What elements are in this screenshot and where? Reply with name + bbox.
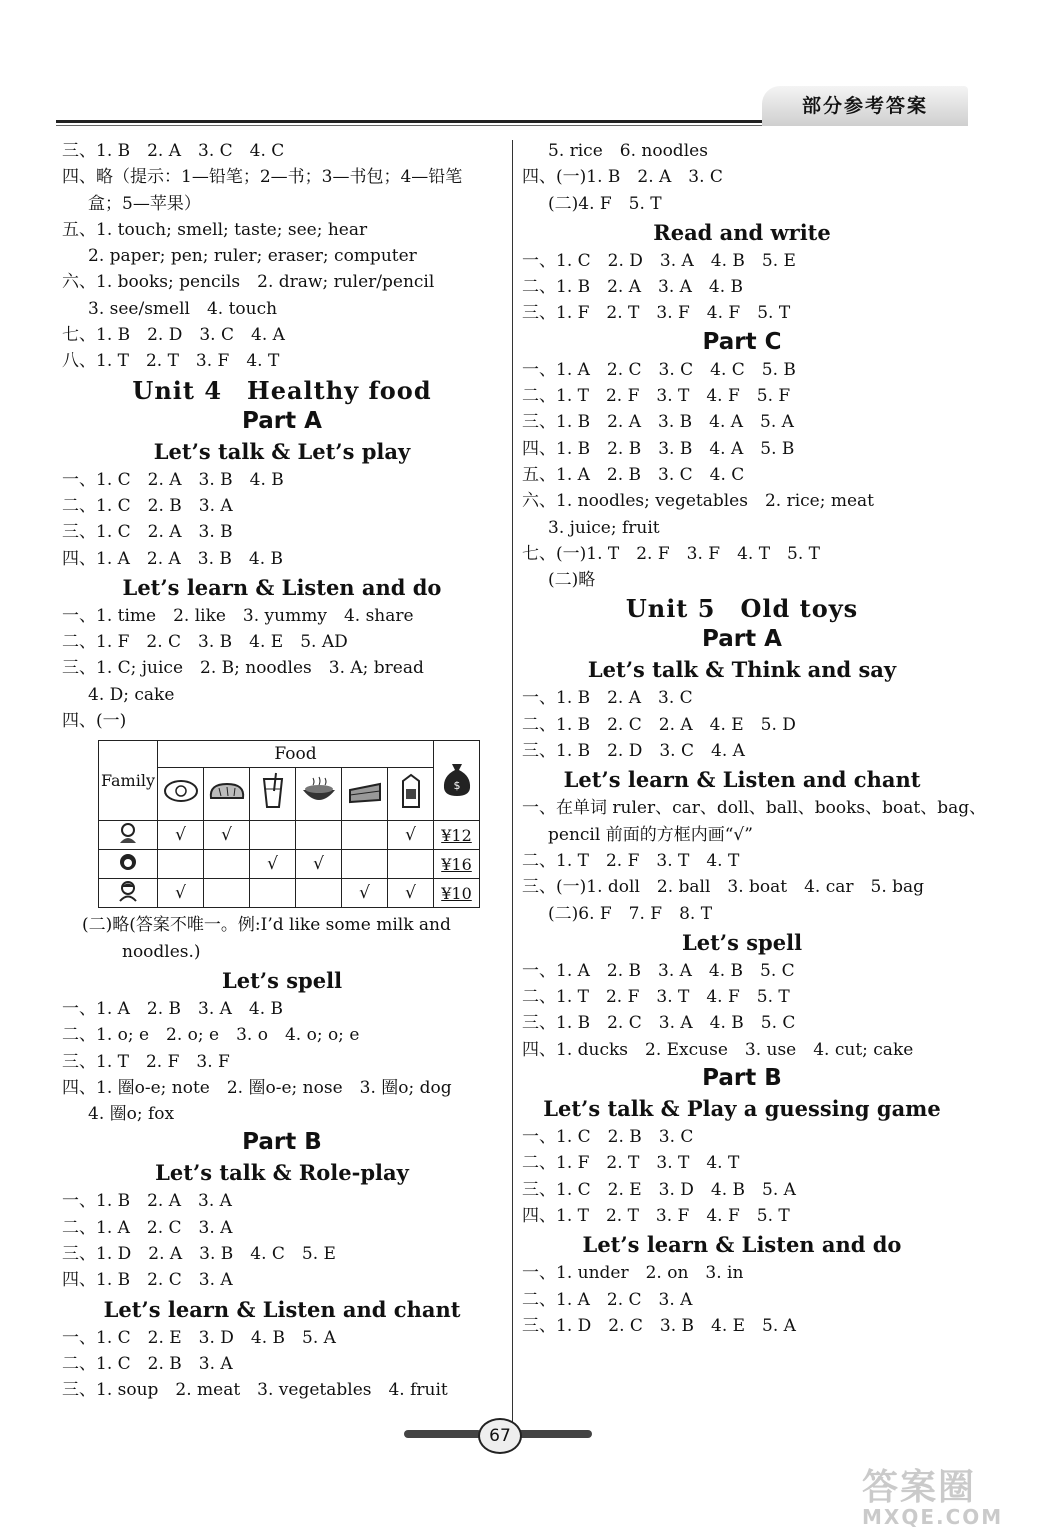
answer-line: 二、1. T 2. F 3. T 4. F 5. T [522, 987, 790, 1008]
answer-line: 一、1. A 2. B 3. A 4. B [62, 998, 284, 1019]
check-cell [342, 821, 388, 850]
answer-line: 四、1. ducks 2. Excuse 3. use 4. cut; cake [522, 1039, 914, 1060]
noodles-bowl-icon [296, 768, 342, 821]
check-cell: √ [388, 879, 434, 908]
part-b-heading: Part B [242, 1129, 322, 1156]
answer-line: 六、1. noodles; vegetables 2. rice; meat [522, 491, 875, 512]
answer-line: 三、1. C; juice 2. B; noodles 3. A; bread [62, 658, 424, 679]
answer-line: 五、1. A 2. B 3. C 4. C [522, 464, 745, 485]
answer-line: 三、1. B 2. D 3. C 4. A [522, 741, 745, 762]
page-number: 67 [478, 1418, 522, 1454]
answer-line: 四、1. B 2. B 3. B 4. A 5. B [522, 438, 795, 459]
answer-line: 三、1. D 2. C 3. B 4. E 5. A [522, 1315, 796, 1336]
answer-line: 一、1. C 2. D 3. A 4. B 5. E [522, 250, 796, 271]
answer-line: 一、1. under 2. on 3. in [522, 1263, 744, 1284]
column-divider [512, 140, 513, 1430]
part-a-heading: Part A [242, 407, 322, 434]
food-table [98, 740, 480, 908]
check-cell [204, 879, 250, 908]
check-cell: √ [250, 850, 296, 879]
answer-line: 一、在单词 ruler、car、doll、ball、books、boat、bag、 [522, 798, 987, 819]
check-cell: √ [388, 821, 434, 850]
answer-line: 一、1. B 2. A 3. C [522, 688, 693, 709]
left-column [62, 138, 502, 1404]
section-heading: Let’s learn & Listen and do [582, 1232, 902, 1258]
answer-line: 七、1. B 2. D 3. C 4. A [62, 325, 285, 346]
answer-line: 三、1. B 2. A 3. B 4. A 5. A [522, 412, 794, 433]
answer-line: 四、1. A 2. A 3. B 4. B [62, 548, 284, 569]
answer-line: 七、(一)1. T 2. F 3. F 4. T 5. T [522, 543, 820, 564]
price-cell: ¥10 [434, 879, 480, 908]
money-bag-icon [434, 741, 480, 821]
check-cell [296, 821, 342, 850]
right-column [522, 138, 987, 1339]
answer-line: 2. paper; pen; ruler; eraser; computer [88, 246, 417, 267]
answer-line: noodles.) [122, 941, 201, 962]
section-heading: Read and write [653, 219, 831, 245]
answer-line: 三、1. soup 2. meat 3. vegetables 4. fruit [62, 1380, 448, 1401]
family-member-avatar-icon [99, 850, 158, 879]
check-cell [296, 879, 342, 908]
answer-line: 四、(一) [62, 711, 127, 732]
answer-line: 八、1. T 2. T 3. F 4. T [62, 351, 280, 372]
answer-line: 三、1. C 2. E 3. D 4. B 5. A [522, 1179, 796, 1200]
answer-line: 四、1. T 2. T 3. F 4. F 5. T [522, 1205, 790, 1226]
answer-line: 4. D; cake [88, 684, 175, 705]
egg-icon [158, 768, 204, 821]
answer-line: 四、略（提示：1—铅笔；2—书；3—书包；4—铅笔 [62, 167, 463, 188]
part-a-heading: Part A [702, 626, 782, 653]
answer-line: (二)略 [548, 570, 596, 591]
answer-line: 一、1. C 2. A 3. B 4. B [62, 469, 284, 490]
svg-text:$: $ [453, 778, 460, 792]
answer-line: 二、1. A 2. C 3. A [522, 1289, 693, 1310]
answer-line: (二)4. F 5. T [548, 193, 662, 214]
check-cell: √ [158, 879, 204, 908]
answer-line: 二、1. A 2. C 3. A [62, 1217, 233, 1238]
watermark-url: MXQE.COM [862, 1505, 1004, 1529]
check-cell: √ [158, 821, 204, 850]
section-heading: Let’s learn & Listen and chant [563, 767, 921, 793]
answer-line: 4. 圈o; fox [88, 1104, 175, 1125]
page-header [56, 86, 968, 132]
answer-line: (二)6. F 7. F 8. T [548, 903, 713, 924]
answer-line: 一、1. C 2. E 3. D 4. B 5. A [62, 1327, 336, 1348]
answer-line: 二、1. B 2. C 2. A 4. E 5. D [522, 714, 796, 735]
section-heading: Let’s learn & Listen and do [122, 574, 442, 600]
check-cell [250, 821, 296, 850]
right-ribbon [514, 1430, 592, 1438]
answer-line: 二、1. F 2. C 3. B 4. E 5. AD [62, 632, 348, 653]
answer-line: 六、1. books; pencils 2. draw; ruler/pencil [62, 272, 435, 293]
watermark-logo [862, 1467, 1042, 1529]
answer-line: 二、1. C 2. B 3. A [62, 495, 233, 516]
check-cell: √ [204, 821, 250, 850]
answer-line: 二、1. T 2. F 3. T 4. T [522, 850, 740, 871]
section-heading: Let’s learn & Listen and chant [103, 1296, 461, 1322]
section-heading: Let’s talk & Play a guessing game [543, 1096, 941, 1122]
answer-line: 3. juice; fruit [548, 517, 660, 538]
check-cell: √ [296, 850, 342, 879]
answer-line: 三、1. D 2. A 3. B 4. C 5. E [62, 1244, 336, 1265]
answer-line: 四、(一)1. B 2. A 3. C [522, 167, 723, 188]
cake-icon [342, 768, 388, 821]
answer-line: 一、1. time 2. like 3. yummy 4. share [62, 605, 414, 626]
answer-line: 四、1. 圈o-e; note 2. 圈o-e; nose 3. 圈o; dog [62, 1077, 452, 1098]
part-b-heading: Part B [702, 1065, 782, 1092]
price-cell: ¥12 [434, 821, 480, 850]
juice-icon [250, 768, 296, 821]
family-member-avatar-icon [99, 821, 158, 850]
unit-5-heading: Unit 5 Old toys [625, 594, 859, 624]
check-cell [158, 850, 204, 879]
check-cell [342, 850, 388, 879]
check-cell [388, 850, 434, 879]
section-heading: Let’s talk & Think and say [587, 657, 897, 683]
answer-line: 3. see/smell 4. touch [88, 298, 278, 319]
answer-line: 三、1. T 2. F 3. F [62, 1051, 230, 1072]
answer-line: pencil 前面的方框内画“√” [548, 824, 753, 845]
answer-line: 二、1. T 2. F 3. T 4. F 5. F [522, 386, 791, 407]
family-member-avatar-icon [99, 879, 158, 908]
family-header: Family [99, 741, 158, 821]
header-tab: 部分参考答案 [762, 86, 968, 126]
page-number-badge [404, 1416, 592, 1452]
answer-line: 三、1. F 2. T 3. F 4. F 5. T [522, 303, 791, 324]
answer-line: 三、1. B 2. C 3. A 4. B 5. C [522, 1013, 796, 1034]
watermark-text: 答案圈 [862, 1467, 977, 1508]
answer-line: 一、1. A 2. C 3. C 4. C 5. B [522, 359, 796, 380]
section-heading: Let’s spell [681, 929, 803, 955]
answer-line: 一、1. B 2. A 3. A [62, 1191, 232, 1212]
bread-icon [204, 768, 250, 821]
answer-line: (二)略(答案不唯一。例:I’d like some milk and [82, 915, 451, 936]
check-cell: √ [342, 879, 388, 908]
answer-line: 二、1. C 2. B 3. A [62, 1353, 233, 1374]
part-c-heading: Part C [702, 328, 782, 355]
answer-line: 二、1. B 2. A 3. A 4. B [522, 277, 744, 298]
section-heading: Let’s talk & Role-play [155, 1160, 409, 1186]
check-cell [250, 879, 296, 908]
check-cell [204, 850, 250, 879]
food-header: Food [158, 741, 434, 768]
section-heading: Let’s spell [221, 967, 343, 993]
answer-line: 一、1. C 2. B 3. C [522, 1127, 694, 1148]
answer-line: 一、1. A 2. B 3. A 4. B 5. C [522, 960, 795, 981]
answer-line: 三、1. C 2. A 3. B [62, 522, 233, 543]
answer-line: 三、(一)1. doll 2. ball 3. boat 4. car 5. bag [522, 877, 925, 898]
section-heading: Let’s talk & Let’s play [153, 438, 411, 464]
price-cell: ¥16 [434, 850, 480, 879]
unit-4-heading: Unit 4 Healthy food [132, 375, 432, 405]
answer-line: 二、1. F 2. T 3. T 4. T [522, 1153, 740, 1174]
answer-line: 三、1. B 2. A 3. C 4. C [62, 141, 285, 161]
milk-icon [388, 768, 434, 821]
answer-line: 5. rice 6. noodles [548, 141, 708, 161]
left-ribbon [404, 1430, 482, 1438]
answer-line: 二、1. o; e 2. o; e 3. o 4. o; o; e [62, 1025, 360, 1046]
answer-line: 四、1. B 2. C 3. A [62, 1270, 233, 1291]
answer-line: 盒；5—苹果） [88, 193, 201, 214]
answer-line: 五、1. touch; smell; taste; see; hear [62, 219, 368, 240]
